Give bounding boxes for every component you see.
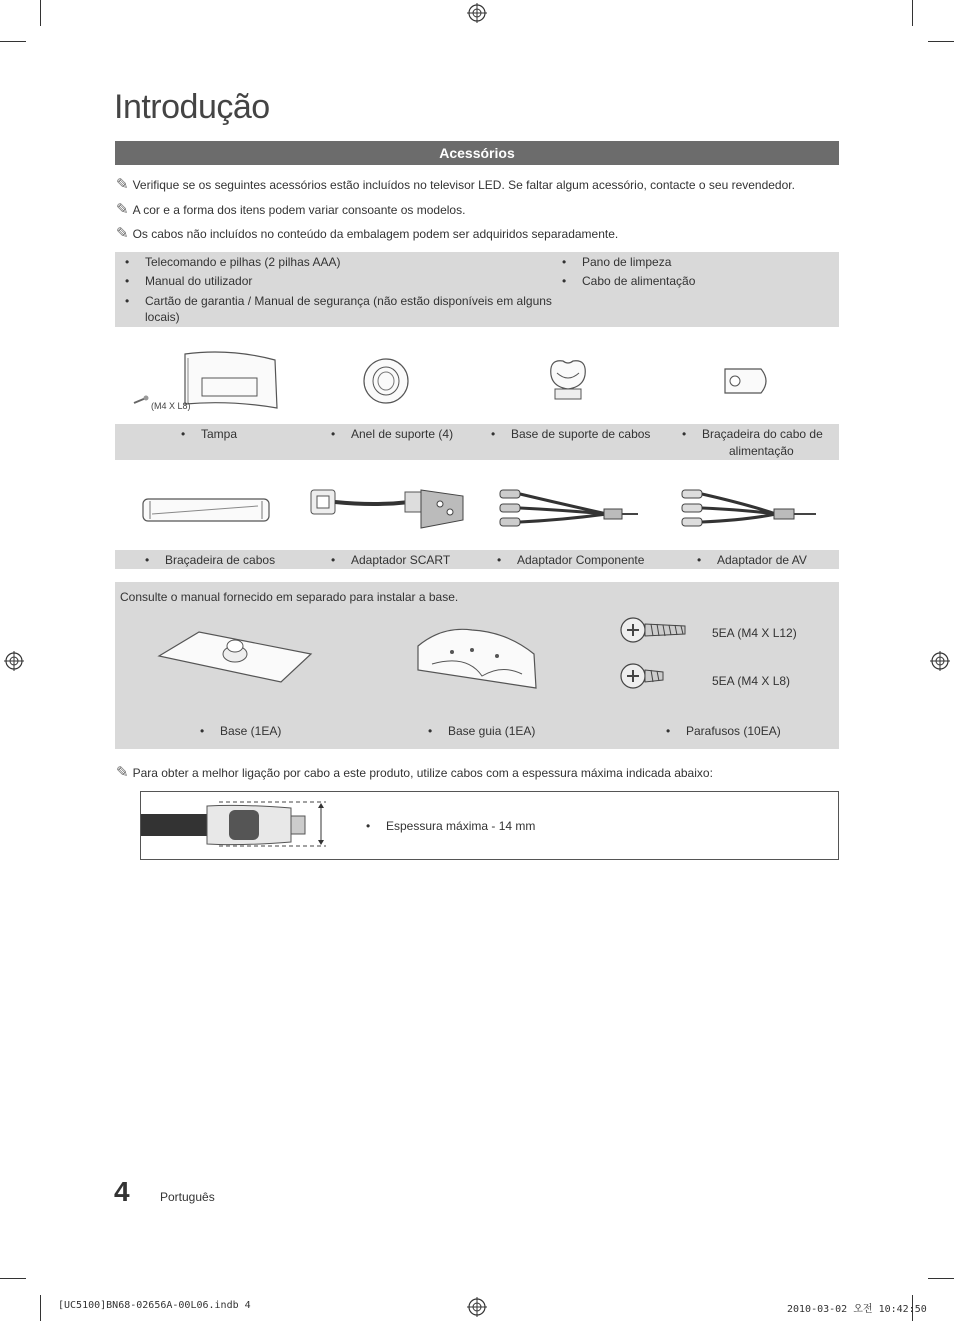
pencil-note-icon: ✎ [116, 176, 129, 193]
screw-short-label: 5EA (M4 X L8) [712, 674, 791, 688]
item-label-componente: • Adaptador Componente [497, 553, 645, 567]
crop-mark [0, 41, 26, 42]
item-label-base-suporte: • Base de suporte de cabos [491, 427, 651, 441]
registration-mark-icon [467, 3, 487, 23]
note-3 [116, 224, 618, 242]
adaptador-av-illustration [676, 484, 821, 534]
anel-suporte-illustration [360, 357, 412, 405]
item-label-av: • Adaptador de AV [697, 553, 807, 567]
page-number: 4 [114, 1176, 130, 1207]
item-label-base: • Base (1EA) [200, 724, 282, 738]
item-label-bracadeira-cabos: • Braçadeira de cabos [145, 553, 276, 567]
registration-mark-icon [4, 651, 24, 671]
note-text: Os cabos não incluídos no conteúdo da embalagem podem ser adquiridos separadamente. [132, 227, 619, 241]
base-illustration [155, 628, 315, 686]
bracadeira-cabo-alimentacao-illustration [721, 365, 775, 397]
registration-mark-icon [930, 651, 950, 671]
screw-long-icon [619, 614, 691, 646]
registration-mark-icon [467, 1297, 487, 1317]
cable-thickness-illustration [141, 800, 331, 850]
screw-size-caption: (M4 X L8) [151, 401, 191, 411]
item-label-anel: • Anel de suporte (4) [331, 427, 454, 441]
cable-note [116, 763, 713, 781]
note-text: Verifique se os seguintes acessórios estão incluídos no televisor LED. Se faltar algum acessório, contacte o seu revendedor. [132, 178, 795, 192]
pencil-note-icon: ✎ [116, 764, 129, 781]
page-title: Introdução [114, 88, 270, 126]
pencil-note-icon: ✎ [116, 201, 129, 218]
screw-long-label: 5EA (M4 X L12) [712, 626, 797, 640]
item-label-parafusos: • Parafusos (10EA) [666, 724, 781, 738]
page-language: Português [160, 1190, 215, 1204]
crop-mark [40, 0, 41, 26]
note-2 [116, 200, 465, 218]
crop-mark [928, 1278, 954, 1279]
crop-mark [928, 41, 954, 42]
print-file-info: [UC5100]BN68-02656A-00L06.indb 4 [58, 1300, 251, 1311]
stand-instruction: Consulte o manual fornecido em separado para instalar a base. [120, 590, 459, 604]
pencil-note-icon: ✎ [116, 225, 129, 242]
print-timestamp: 2010-03-02 오전 10:42:50 [787, 1304, 927, 1315]
list-item: • Cartão de garantia / Manual de segurança (não estão disponíveis em alguns [125, 294, 552, 308]
adaptador-scart-illustration [305, 484, 470, 539]
crop-mark [912, 0, 913, 26]
note-text: A cor e a forma dos itens podem variar consoante os modelos. [132, 203, 466, 217]
list-item: • Cabo de alimentação [562, 274, 696, 288]
base-suporte-cabos-illustration [543, 355, 593, 403]
thickness-label: • Espessura máxima - 14 mm [366, 819, 536, 833]
list-item: • Manual do utilizador [125, 274, 253, 288]
base-guia-illustration [412, 624, 542, 694]
item-label-continued: alimentação [729, 444, 794, 458]
note-text: Para obter a melhor ligação por cabo a este produto, utilize cabos com a espessura máxima indicada abaixo: [132, 766, 713, 780]
crop-mark [0, 1278, 26, 1279]
list-item: • Telecomando e pilhas (2 pilhas AAA) [125, 255, 341, 269]
section-bar-acessorios: Acessórios [115, 141, 839, 165]
list-item: • Pano de limpeza [562, 255, 672, 269]
bracadeira-cabos-illustration [140, 496, 272, 524]
crop-mark [40, 1295, 41, 1321]
item-label-bracadeira-alimentacao: • Braçadeira do cabo de [682, 427, 823, 441]
adaptador-componente-illustration [492, 484, 642, 534]
screw-icon [134, 396, 149, 404]
item-label-base-guia: • Base guia (1EA) [428, 724, 536, 738]
item-label-scart: • Adaptador SCART [331, 553, 451, 567]
screw-short-icon [619, 660, 669, 692]
list-item-continued: locais) [145, 310, 180, 324]
item-label-tampa: • Tampa [181, 427, 238, 441]
note-1 [116, 175, 795, 193]
